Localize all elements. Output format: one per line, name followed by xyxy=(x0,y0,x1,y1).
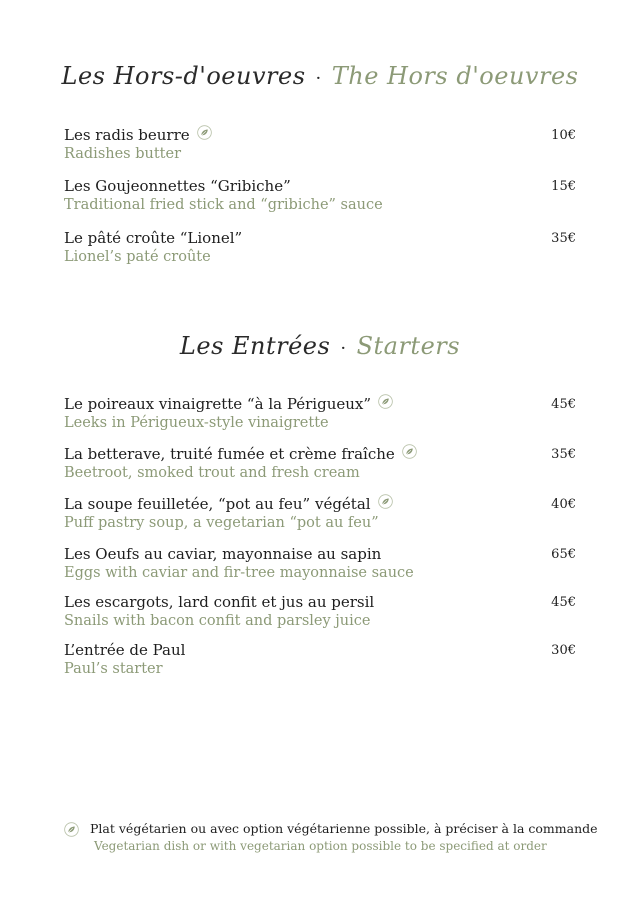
menu-item-price: 45€ xyxy=(551,397,576,412)
menu-item-description: Traditional fried stick and “gribiche” sauce xyxy=(64,197,383,213)
section-title-fr: Les Entrées xyxy=(179,332,331,360)
section-title-hors-doeuvres xyxy=(0,62,640,90)
menu-item-name-row xyxy=(64,495,576,514)
vegetarian-legend xyxy=(64,821,598,853)
legend-text-fr: Plat végétarien ou avec option végétarienne possible, à préciser à la commande xyxy=(90,821,598,836)
section-title-en: Starters xyxy=(356,332,461,360)
menu-item xyxy=(64,545,576,583)
menu-item-price: 35€ xyxy=(551,447,576,462)
title-separator: · xyxy=(315,68,322,89)
menu-item-price: 40€ xyxy=(551,497,576,512)
menu-item-price: 35€ xyxy=(551,231,576,246)
legend-text-en: Vegetarian dish or with vegetarian option possible to be specified at order xyxy=(94,839,547,853)
leaf-icon xyxy=(402,444,417,464)
menu-item-description: Radishes butter xyxy=(64,146,182,162)
leaf-icon xyxy=(64,822,79,841)
menu-item-description: Beetroot, smoked trout and fresh cream xyxy=(64,465,360,481)
menu-item-name: Les Goujeonnettes “Gribiche” xyxy=(64,177,291,195)
menu-item-name-row xyxy=(64,126,576,145)
menu-item-description: Puff pastry soup, a vegetarian “pot au feu” xyxy=(64,515,379,531)
menu-item-name: La soupe feuilletée, “pot au feu” végétal xyxy=(64,495,371,513)
menu-item xyxy=(64,445,576,483)
menu-item-description: Leeks in Périgueux-style vinaigrette xyxy=(64,415,329,431)
menu-item xyxy=(64,229,576,267)
menu-item-name: Les radis beurre xyxy=(64,126,190,144)
menu-item xyxy=(64,641,576,679)
section-title-fr: Les Hors-d'oeuvres xyxy=(61,62,306,90)
menu-item-price: 65€ xyxy=(551,547,576,562)
menu-item-name: L’entrée de Paul xyxy=(64,641,186,659)
menu-item-price: 10€ xyxy=(551,128,576,143)
menu-item-description: Eggs with caviar and fir-tree mayonnaise sauce xyxy=(64,565,414,581)
menu-item-description: Paul’s starter xyxy=(64,661,163,677)
menu-item-name: Le poireaux vinaigrette “à la Périgueux” xyxy=(64,395,372,413)
leaf-icon xyxy=(378,394,393,414)
menu-item-price: 30€ xyxy=(551,643,576,658)
menu-item-description: Lionel’s paté croûte xyxy=(64,249,211,265)
menu-item-price: 15€ xyxy=(551,179,576,194)
leaf-icon xyxy=(378,494,393,514)
menu-item xyxy=(64,593,576,631)
menu-item-name: Le pâté croûte “Lionel” xyxy=(64,229,243,247)
menu-item-name-row xyxy=(64,445,576,464)
menu-item xyxy=(64,126,576,164)
menu-item-name: Les Oeufs au caviar, mayonnaise au sapin xyxy=(64,545,382,563)
menu-item-name-row xyxy=(64,395,576,414)
menu-item-description: Snails with bacon confit and parsley juice xyxy=(64,613,371,629)
title-separator: · xyxy=(340,338,347,359)
menu-item xyxy=(64,395,576,433)
section-title-entrees xyxy=(0,332,640,360)
menu-item-price: 45€ xyxy=(551,595,576,610)
menu-item xyxy=(64,177,576,215)
menu-item xyxy=(64,495,576,533)
menu-item-name: La betterave, truité fumée et crème fraîche xyxy=(64,445,395,463)
section-title-en: The Hors d'oeuvres xyxy=(331,62,579,90)
menu-item-name: Les escargots, lard confit et jus au persil xyxy=(64,593,375,611)
leaf-icon xyxy=(197,125,212,145)
